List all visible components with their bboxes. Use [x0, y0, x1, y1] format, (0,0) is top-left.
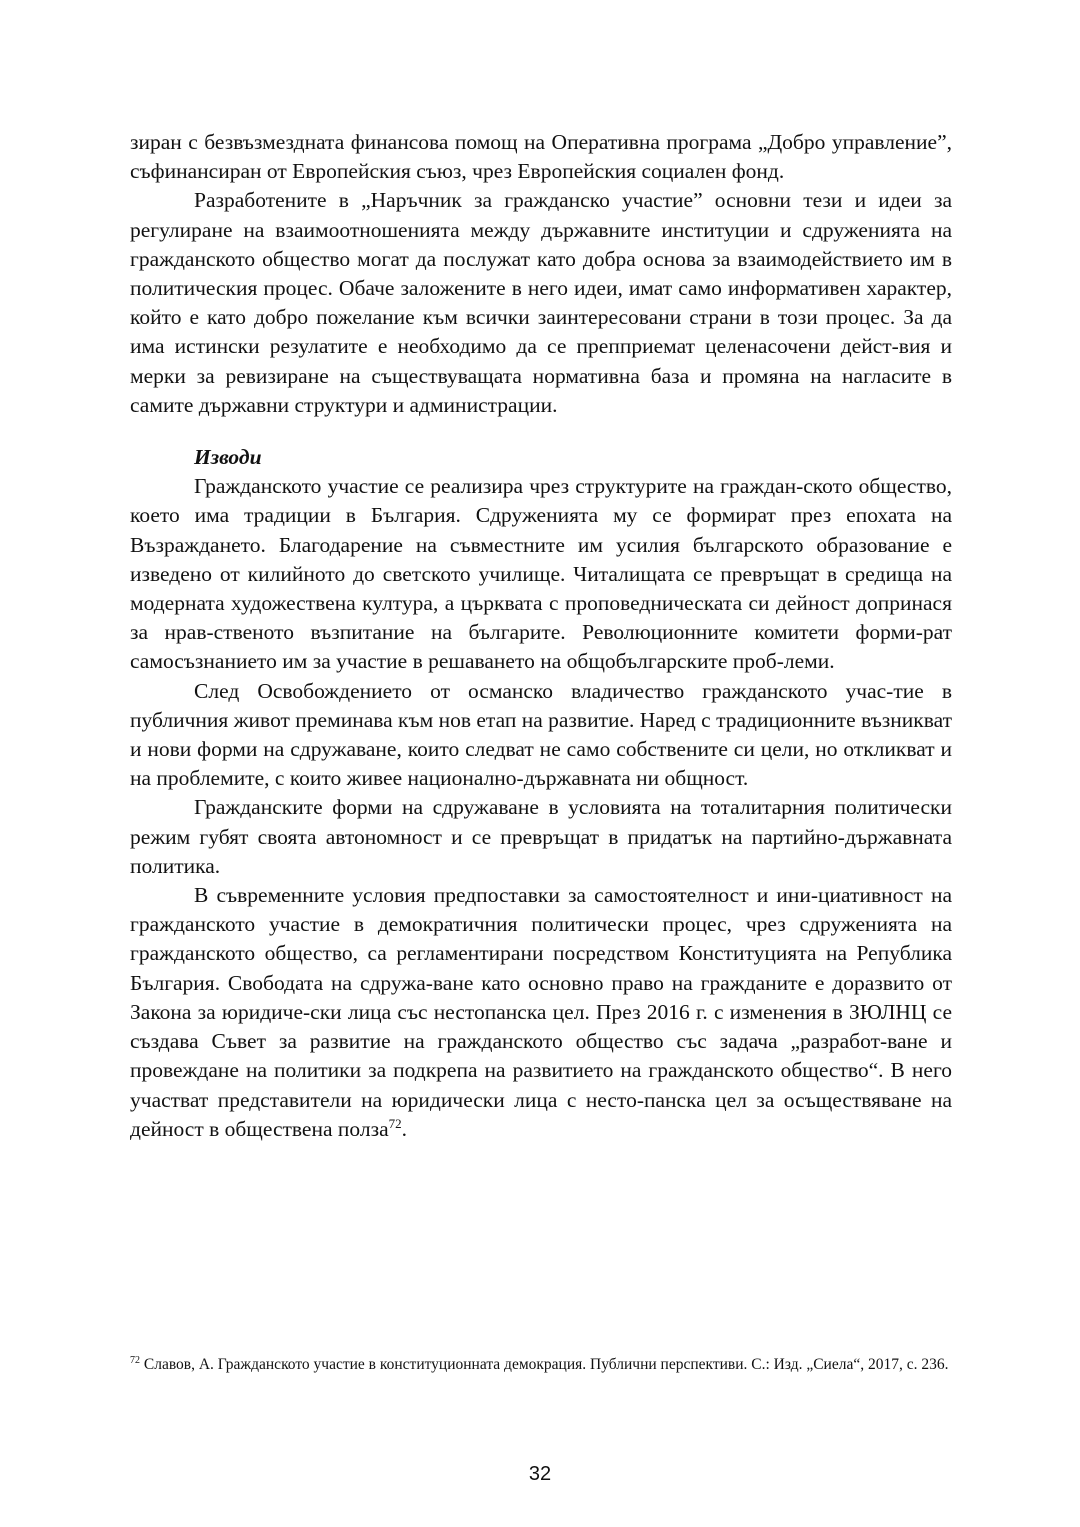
- paragraph-with-footnote: [130, 881, 952, 1144]
- paragraph-continued: зиран с безвъзмездната финансова помощ на Оперативна програма „Добро управление”, съфинансиран от Европейския съюз, чрез Европейския социален фонд.: [130, 130, 952, 184]
- paragraph: Гражданските форми на сдружаване в условията на тоталитарния политически режим губят своята автономност и се превръщат в придатък на партийно-държавната политика.: [130, 795, 952, 878]
- paragraph: След Освобождението от османско владичество гражданското учас-тие в публичния живот преминава към нов етап на развитие. Наред с традиционните възникват и нови форми на сдружаване, които следват не само собствените си цели, но откликват и на проблемите, с които живее национално-държавната ни общност.: [130, 678, 953, 791]
- page-body: [130, 128, 952, 1144]
- footnote-reference[interactable]: 72: [388, 1115, 402, 1131]
- paragraph-end: .: [401, 1116, 407, 1141]
- footnote: [130, 1355, 952, 1376]
- section-heading: Изводи: [194, 445, 262, 470]
- footnote-number: 72: [130, 1354, 140, 1366]
- paragraph: Разработените в „Наръчник за гражданско участие” основни тези и идеи за регулиране на взаимоотношенията между държавните институции и сдруженията на гражданското общество могат да послужат като добра основа за взаимодействието им в политическия процес. Обаче заложените в него идеи, имат само информативен характер, който е като добро пожелание към всички заинтересовани страни в този процес. За да има истински резулатите е необходимо да се препприемат целенасочени дейст-вия и мерки за ревизиране на съществуващата нормативна база и промяна на нагласите в самите държавни структури и администрации.: [130, 188, 952, 417]
- paragraph-text: В съвременните условия предпоставки за самостоятелност и ини-циативност на гражданското участие в демократичния политически процес, чрез сдруженията на гражданското общество, са регламентирани посредством Конституцията на Република България. Свободата на сдружа-ване като основно право на гражданите е доразвито от Закона за юридиче-ски лица със нестопанска цел. През 2016 г. с изменения в ЗЮЛНЦ се създава Съвет за развитие на гражданското общество със задача „разработ-ване и провеждане на политики за подкрепа на развитието на гражданското общество“. В него участват представители на юридически лица с несто-панска цел за осъществяване на дейност в обществена полза: [130, 883, 952, 1141]
- footnote-text: Славов, А. Гражданското участие в конституционната демокрация. Публични перспективи. С.: Изд. „Сиела“, 2017, с. 236.: [140, 1356, 949, 1373]
- page-number: 32: [528, 1463, 552, 1485]
- paragraph: Гражданското участие се реализира чрез структурите на граждан-ското общество, което има традиции в България. Сдруженията му се формират през епохата на Възраждането. Благодарение на съвместните им усилия българското образование е изведено от килийното до светското училище. Читалищата се превръщат в средища на модерната художествена култура, а църквата с проповедническата си дейност допринася за нрав-ственото възпитание на българите. Революционните комитети форми-рат самосъзнанието им за участие в решаването на общобългарските проб-леми.: [130, 474, 952, 674]
